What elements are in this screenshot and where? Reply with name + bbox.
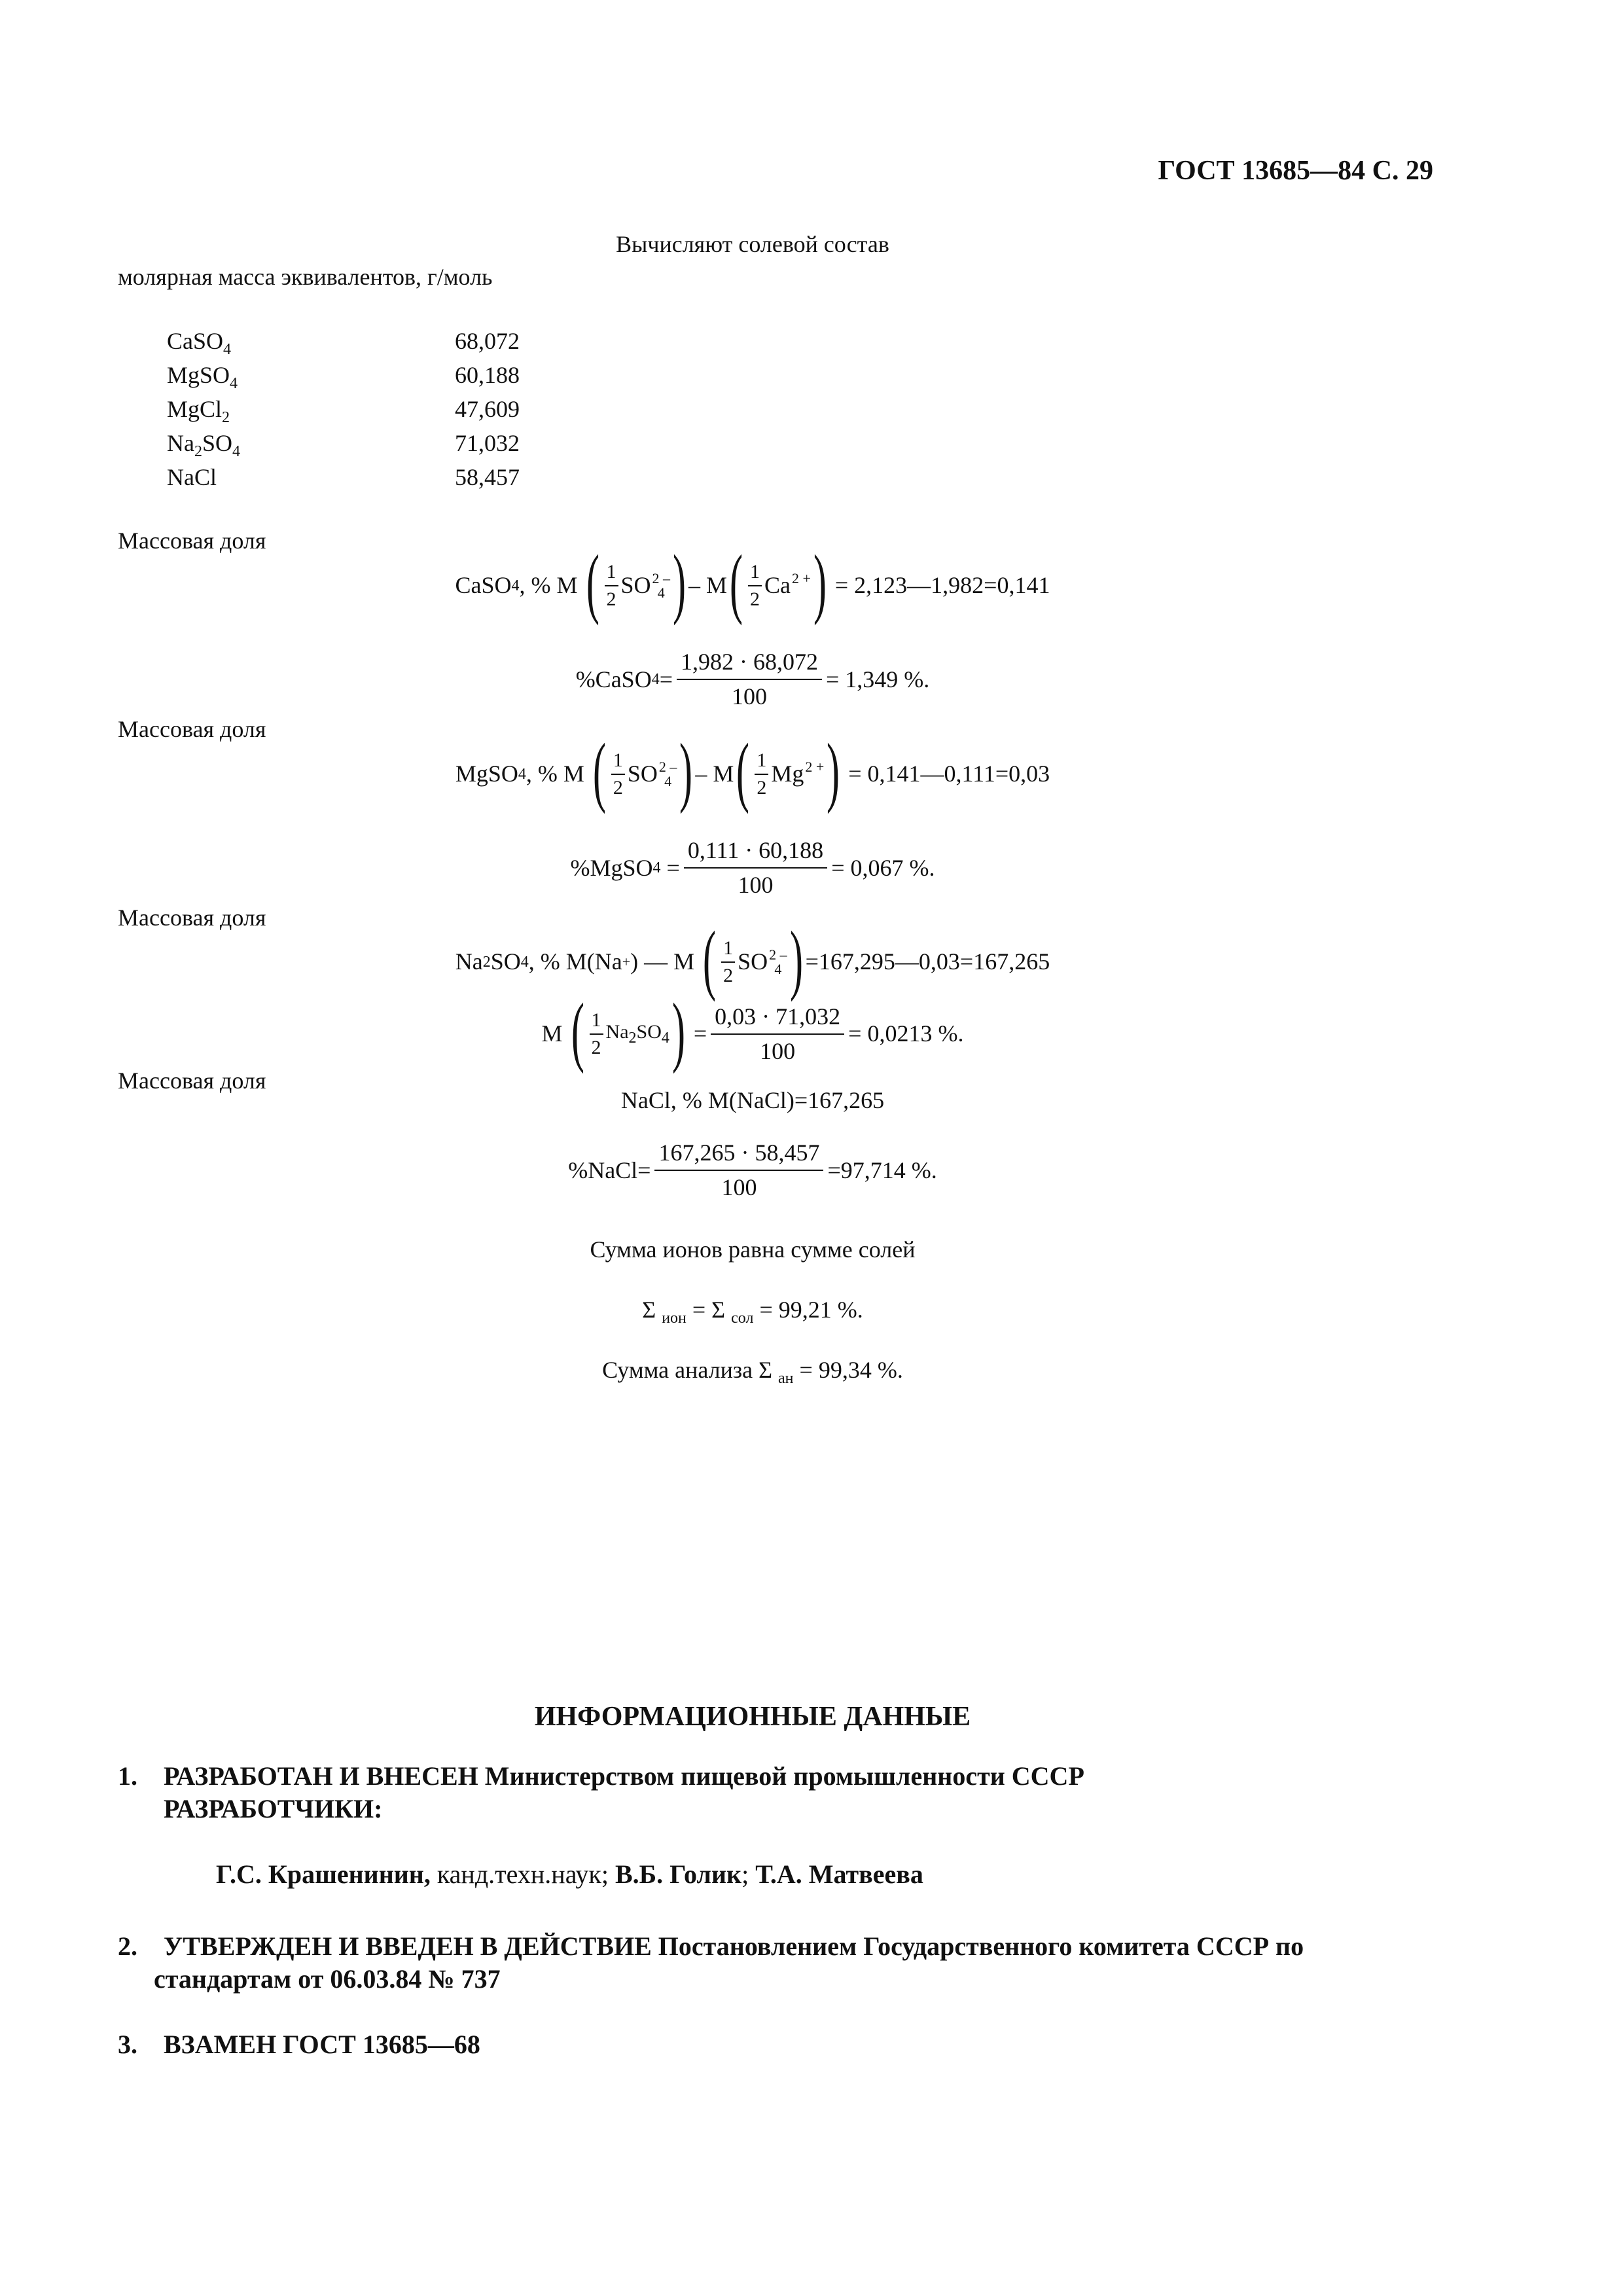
table-row [167,327,560,361]
compound-name: MgSO$_4$ [167,362,238,393]
sum-analysis-equation: Сумма анализа Σ $_{ан}$ = 99,34 %. [602,1357,903,1388]
compound-value: 58,457 [455,464,520,490]
sum-ions-statement: Сумма ионов равна сумме солей [590,1236,916,1263]
table-row [167,395,560,429]
info-item-1: 1. РАЗРАБОТАН И ВНЕСЕН Министерством пищевой промышленности СССР [118,1761,1084,1791]
compound-name: MgCl$_2$ [167,396,230,427]
formula-mgso4-percent: %MgSO 4 = $\frac{0,111 \cdot 60,188}{100}$ = 0,067 %. [570,837,935,899]
compound-name: NaCl [167,464,217,490]
formula-na2so4-difference: Na 2 SO 4 , % M(Na + ) — M ( $\frac{1}{2}$ SO 2 – 4 ) =167,295—0,03=167,265 [455,915,1050,1002]
developers-heading: РАЗРАБОТЧИКИ: [164,1794,383,1823]
compound-name: $Na_2SO_4$ [167,430,241,461]
info-item-2-line2: стандартам от 06.03.84 № 737 [154,1964,501,1994]
compound-value: 68,072 [455,328,520,354]
compound-value: 71,032 [455,430,520,456]
info-item-2: 2. УТВЕРЖДЕН И ВВЕДЕН В ДЕЙСТВИЕ Постановлением Государственного комитета СССР по [118,1931,1304,1961]
sum-ions-equation: Σ $_{ион}$ = Σ $_{сол}$ = 99,21 %. [642,1297,863,1327]
formula-na2so4-percent: M ( $\frac{1}{2}$ $Na_2SO_4$ ) = $\frac{0,03 \cdot 71,032}{100}$ = 0,0213 %. [541,987,964,1074]
formula-nacl-percent: %NaCl= $\frac{167,265 \cdot 58,457}{100}$ =97,714 %. [568,1139,937,1201]
table-row [167,361,560,395]
compound-name: CaSO$_4$ [167,328,232,359]
mass-share-label: Массовая доля [118,905,266,931]
compound-value: 47,609 [455,396,520,422]
formula-caso4-percent: %CaSO 4 = $\frac{1,982 \cdot 68,072}{100}$ = 1,349 %. [575,649,930,710]
developers-list: Г.С. Крашенинин, канд.техн.наук; В.Б. Голик; Т.А. Матвеева [216,1859,923,1889]
mass-share-label: Массовая доля [118,1067,266,1094]
info-item-3: 3. ВЗАМЕН ГОСТ 13685—68 [118,2030,480,2059]
formula-nacl-molar: NaCl, % M(NaCl)=167,265 [620,1087,885,1113]
section-caption: Вычисляют солевой состав [616,231,889,257]
table-row [167,429,560,463]
molar-mass-intro: молярная масса эквивалентов, г/моль [118,264,493,290]
compound-value: 60,188 [455,362,520,388]
table-row [167,463,560,497]
info-title: ИНФОРМАЦИОННЫЕ ДАННЫЕ [534,1702,971,1732]
formula-caso4-difference: CaSO 4 , % M ( $\frac{1}{2}$ SO 2 – 4 ) – M ( $\frac{1}{2}$ Ca 2 + ) = 2,123—1,982=0,141 [455,539,1050,626]
mass-share-label: Массовая доля [118,528,266,554]
mass-share-label: Массовая доля [118,716,266,742]
page-header: ГОСТ 13685—84 С. 29 [1158,156,1433,186]
formula-mgso4-difference: MgSO 4 , % M ( $\frac{1}{2}$ SO 2 – 4 ) – M ( $\frac{1}{2}$ Mg 2 + ) = 0,141—0,111=0,03 [455,727,1050,814]
